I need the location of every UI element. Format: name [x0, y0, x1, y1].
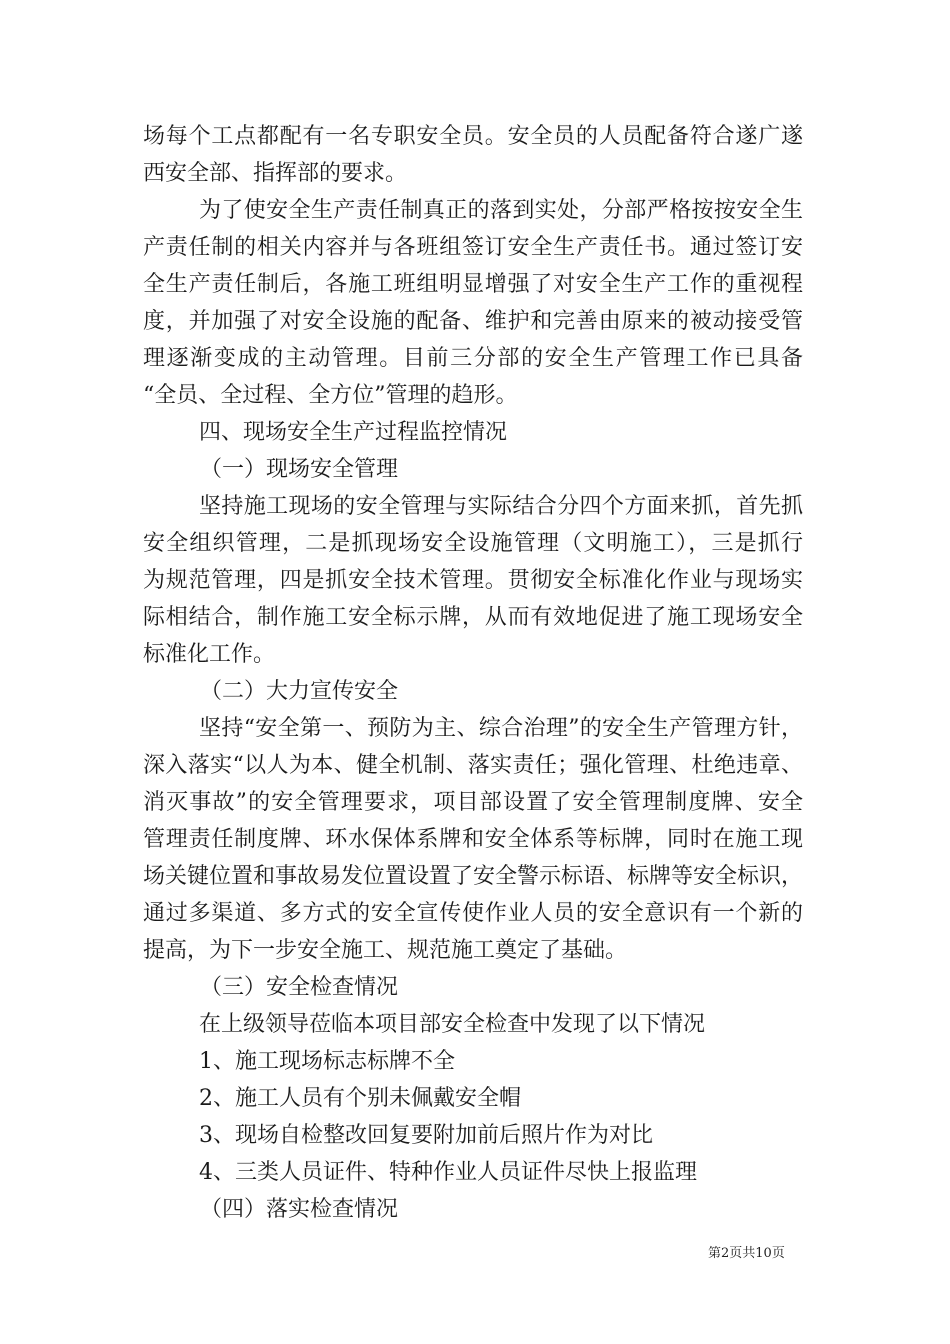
list-item: 4、三类人员证件、特种作业人员证件尽快上报监理 [199, 1160, 697, 1185]
paragraph-line: 全生产责任制后，各施工班组明显增强了对安全生产工作的重视程 [143, 272, 803, 297]
subsection-heading: （三）安全检查情况 [200, 975, 399, 1000]
paragraph-line: 理逐渐变成的主动管理。目前三分部的安全生产管理工作已具备 [143, 346, 803, 371]
paragraph-line: 消灭事故”的安全管理要求，项目部设置了安全管理制度牌、安全 [143, 790, 803, 815]
paragraph-line: 坚持“安全第一、预防为主、综合治理”的安全生产管理方针， [199, 716, 803, 741]
paragraph-line: 为了使安全生产责任制真正的落到实处，分部严格按按安全生 [199, 198, 803, 223]
paragraph-line: 场每个工点都配有一名专职安全员。安全员的人员配备符合遂广遂 [143, 124, 803, 149]
paragraph-line: 坚持施工现场的安全管理与实际结合分四个方面来抓，首先抓 [199, 494, 803, 519]
subsection-heading: （一）现场安全管理 [200, 457, 399, 482]
paragraph-line: 管理责任制度牌、环水保体系牌和安全体系等标牌，同时在施工现 [143, 827, 803, 852]
paragraph-line: 提高，为下一步安全施工、规范施工奠定了基础。 [143, 938, 628, 963]
list-item: 3、现场自检整改回复要附加前后照片作为对比 [199, 1123, 653, 1148]
paragraph-line: 标准化工作。 [143, 642, 276, 667]
paragraph-line: 在上级领导莅临本项目部安全检查中发现了以下情况 [199, 1012, 706, 1037]
section-heading: 四、现场安全生产过程监控情况 [199, 420, 508, 445]
subsection-heading: （四）落实检查情况 [200, 1197, 399, 1222]
subsection-heading: （二）大力宣传安全 [200, 679, 399, 704]
paragraph-line: 安全组织管理，二是抓现场安全设施管理（文明施工），三是抓行 [143, 531, 803, 556]
list-item: 2、施工人员有个别未佩戴安全帽 [199, 1086, 521, 1111]
paragraph-line: 度，并加强了对安全设施的配备、维护和完善由原来的被动接受管 [143, 309, 803, 334]
paragraph-line: 为规范管理，四是抓安全技术管理。贯彻安全标准化作业与现场实 [143, 568, 803, 593]
paragraph-line: “全员、全过程、全方位”管理的趋形。 [143, 383, 518, 408]
list-item: 1、施工现场标志标牌不全 [199, 1049, 455, 1074]
paragraph-line: 通过多渠道、多方式的安全宣传使作业人员的安全意识有一个新的 [143, 901, 803, 926]
paragraph-line: 产责任制的相关内容并与各班组签订安全生产责任书。通过签订安 [143, 235, 803, 260]
page-number: 第2页共10页 [708, 1246, 785, 1261]
paragraph-line: 西安全部、指挥部的要求。 [143, 161, 408, 186]
paragraph-line: 际相结合，制作施工安全标示牌，从而有效地促进了施工现场安全 [143, 605, 803, 630]
paragraph-line: 深入落实“以人为本、健全机制、落实责任；强化管理、杜绝违章、 [143, 753, 803, 778]
paragraph-line: 场关键位置和事故易发位置设置了安全警示标语、标牌等安全标识， [143, 864, 804, 889]
